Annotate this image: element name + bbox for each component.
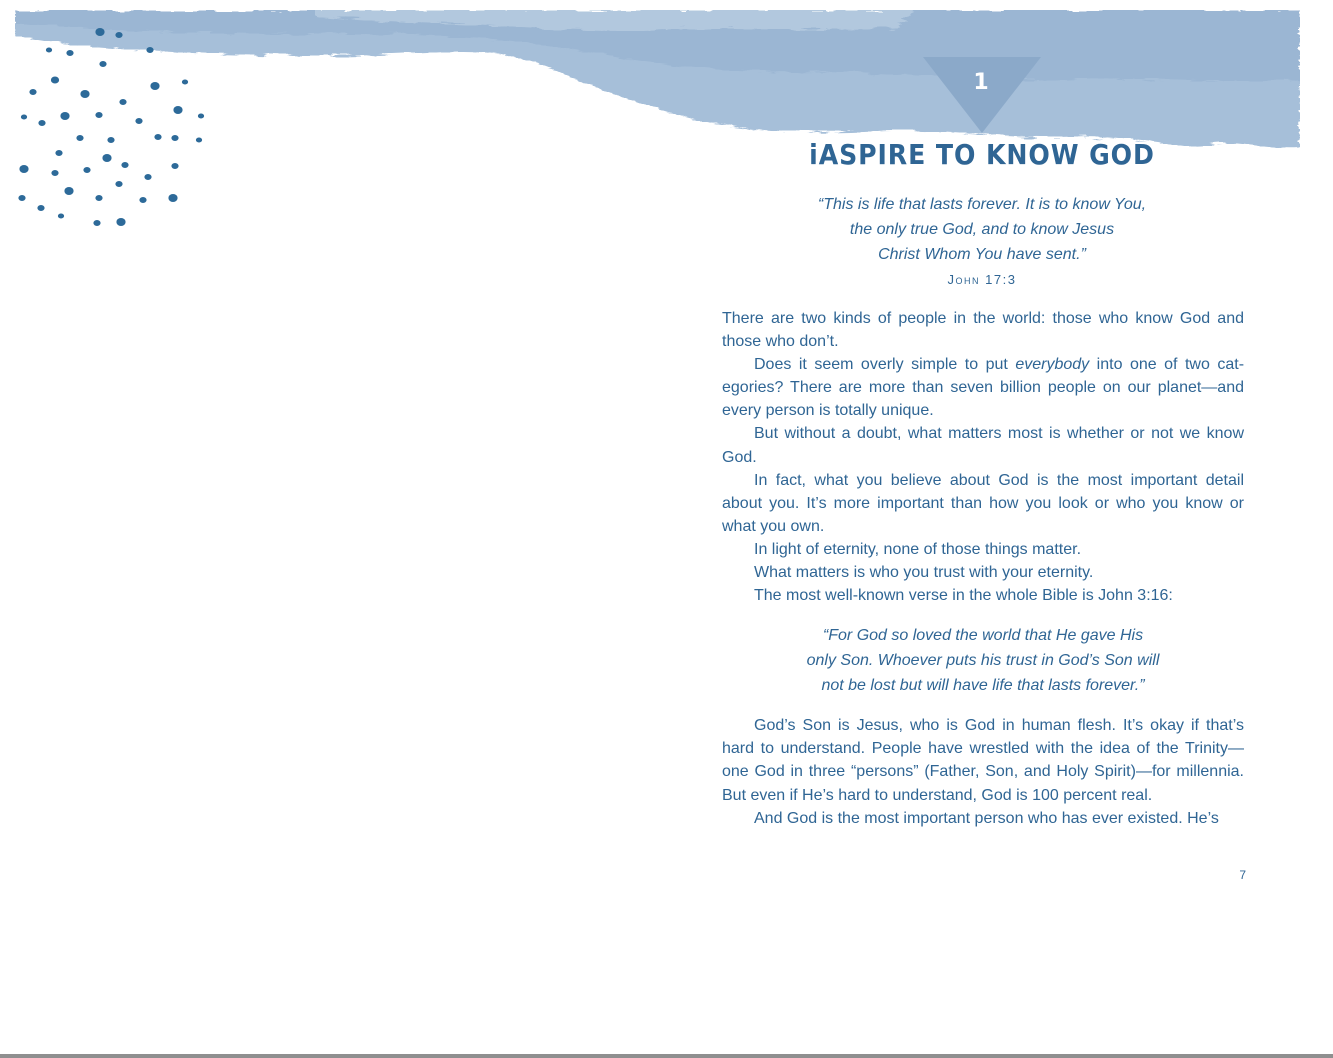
dot	[119, 99, 126, 105]
scripture-quote	[722, 623, 1244, 698]
quote-line: not be lost but will have life that lasts forever.”	[821, 677, 1145, 695]
chapter-number: 1	[973, 70, 989, 95]
dot	[144, 174, 151, 180]
bottom-edge	[0, 1054, 1333, 1058]
paragraph	[722, 353, 1244, 422]
dot	[121, 162, 128, 168]
paragraph: In light of eternity, none of those things matter.	[754, 540, 1082, 558]
dot	[18, 195, 25, 201]
dot	[116, 218, 125, 226]
dot	[60, 112, 69, 120]
dot	[99, 61, 106, 67]
dot	[115, 181, 122, 187]
dot	[93, 220, 100, 226]
dot	[46, 48, 52, 53]
paragraph: In fact, what you believe about God is the most important detail about you. It’s more important than how you look or who you know or what you own.	[722, 471, 1244, 535]
epigraph-line: “This is life that lasts forever. It is to know You,	[817, 196, 1147, 213]
dot	[107, 137, 114, 143]
dot	[168, 194, 177, 202]
dot-pattern	[15, 20, 215, 235]
body-text	[722, 307, 1244, 830]
dot	[38, 120, 45, 126]
dot	[64, 187, 73, 195]
epigraph-reference: John 17:3	[947, 272, 1017, 287]
dot	[76, 135, 83, 141]
chapter-title: iASPIRE TO KNOW GOD	[809, 138, 1155, 171]
dot	[83, 167, 90, 173]
chapter-marker-triangle	[923, 57, 1041, 133]
dot	[51, 77, 59, 84]
paragraph: God’s Son is Jesus, who is God in human flesh. It’s okay if that’s hard to understand. People have wrestled with the idea of the Trinity—one God in three “persons” (Father, Son, and Holy Spirit)—for millennia. But even if He’s hard to understand, God is 100 percent real.	[722, 717, 1244, 804]
paragraph: The most well-known verse in the whole Bible is John 3:16:	[754, 587, 1173, 605]
paragraph: There are two kinds of people in the world: those who know God and those who don’t.	[722, 310, 1244, 351]
epigraph-line: Christ Whom You have sent.”	[878, 246, 1086, 263]
dot	[139, 197, 146, 203]
dot	[198, 114, 204, 119]
dot	[150, 82, 159, 90]
dot	[95, 112, 102, 118]
quote-line: “For God so loved the world that He gave His	[822, 627, 1144, 645]
dot	[21, 115, 27, 120]
dot	[51, 170, 58, 176]
dot	[58, 214, 64, 219]
paragraph-text: Does it seem overly simple to put	[754, 356, 1016, 374]
dot	[66, 50, 73, 56]
paragraph: But without a doubt, what matters most is whether or not we know God.	[722, 425, 1244, 466]
dot	[182, 80, 188, 85]
page-number: 7	[1239, 868, 1246, 882]
quote-line: only Son. Whoever puts his trust in God’s Son will	[806, 652, 1160, 670]
book-spread	[15, 10, 1300, 1054]
dot	[173, 106, 182, 114]
dot	[55, 150, 62, 156]
dot	[154, 134, 161, 140]
dot	[19, 165, 28, 173]
emphasis: everybody	[1015, 356, 1090, 374]
dot	[95, 28, 104, 36]
paragraph-text: into one of two categories? There are more than seven billion people on our planet—and every person is totally unique.	[722, 356, 1245, 420]
epigraph-line: the only true God, and to know Jesus	[849, 221, 1115, 238]
dot	[95, 195, 102, 201]
dot	[102, 154, 111, 162]
dot	[135, 118, 142, 124]
dot	[115, 32, 122, 38]
epigraph	[722, 192, 1242, 267]
paragraph: What matters is who you trust with your eternity.	[754, 564, 1094, 582]
dot	[29, 89, 36, 95]
dot	[37, 205, 44, 211]
dot	[171, 163, 178, 169]
dot	[146, 47, 153, 53]
dot	[196, 138, 202, 143]
paragraph: And God is the most important person who has ever existed. He’s	[754, 809, 1219, 827]
dot	[171, 135, 178, 141]
dot	[80, 90, 89, 98]
